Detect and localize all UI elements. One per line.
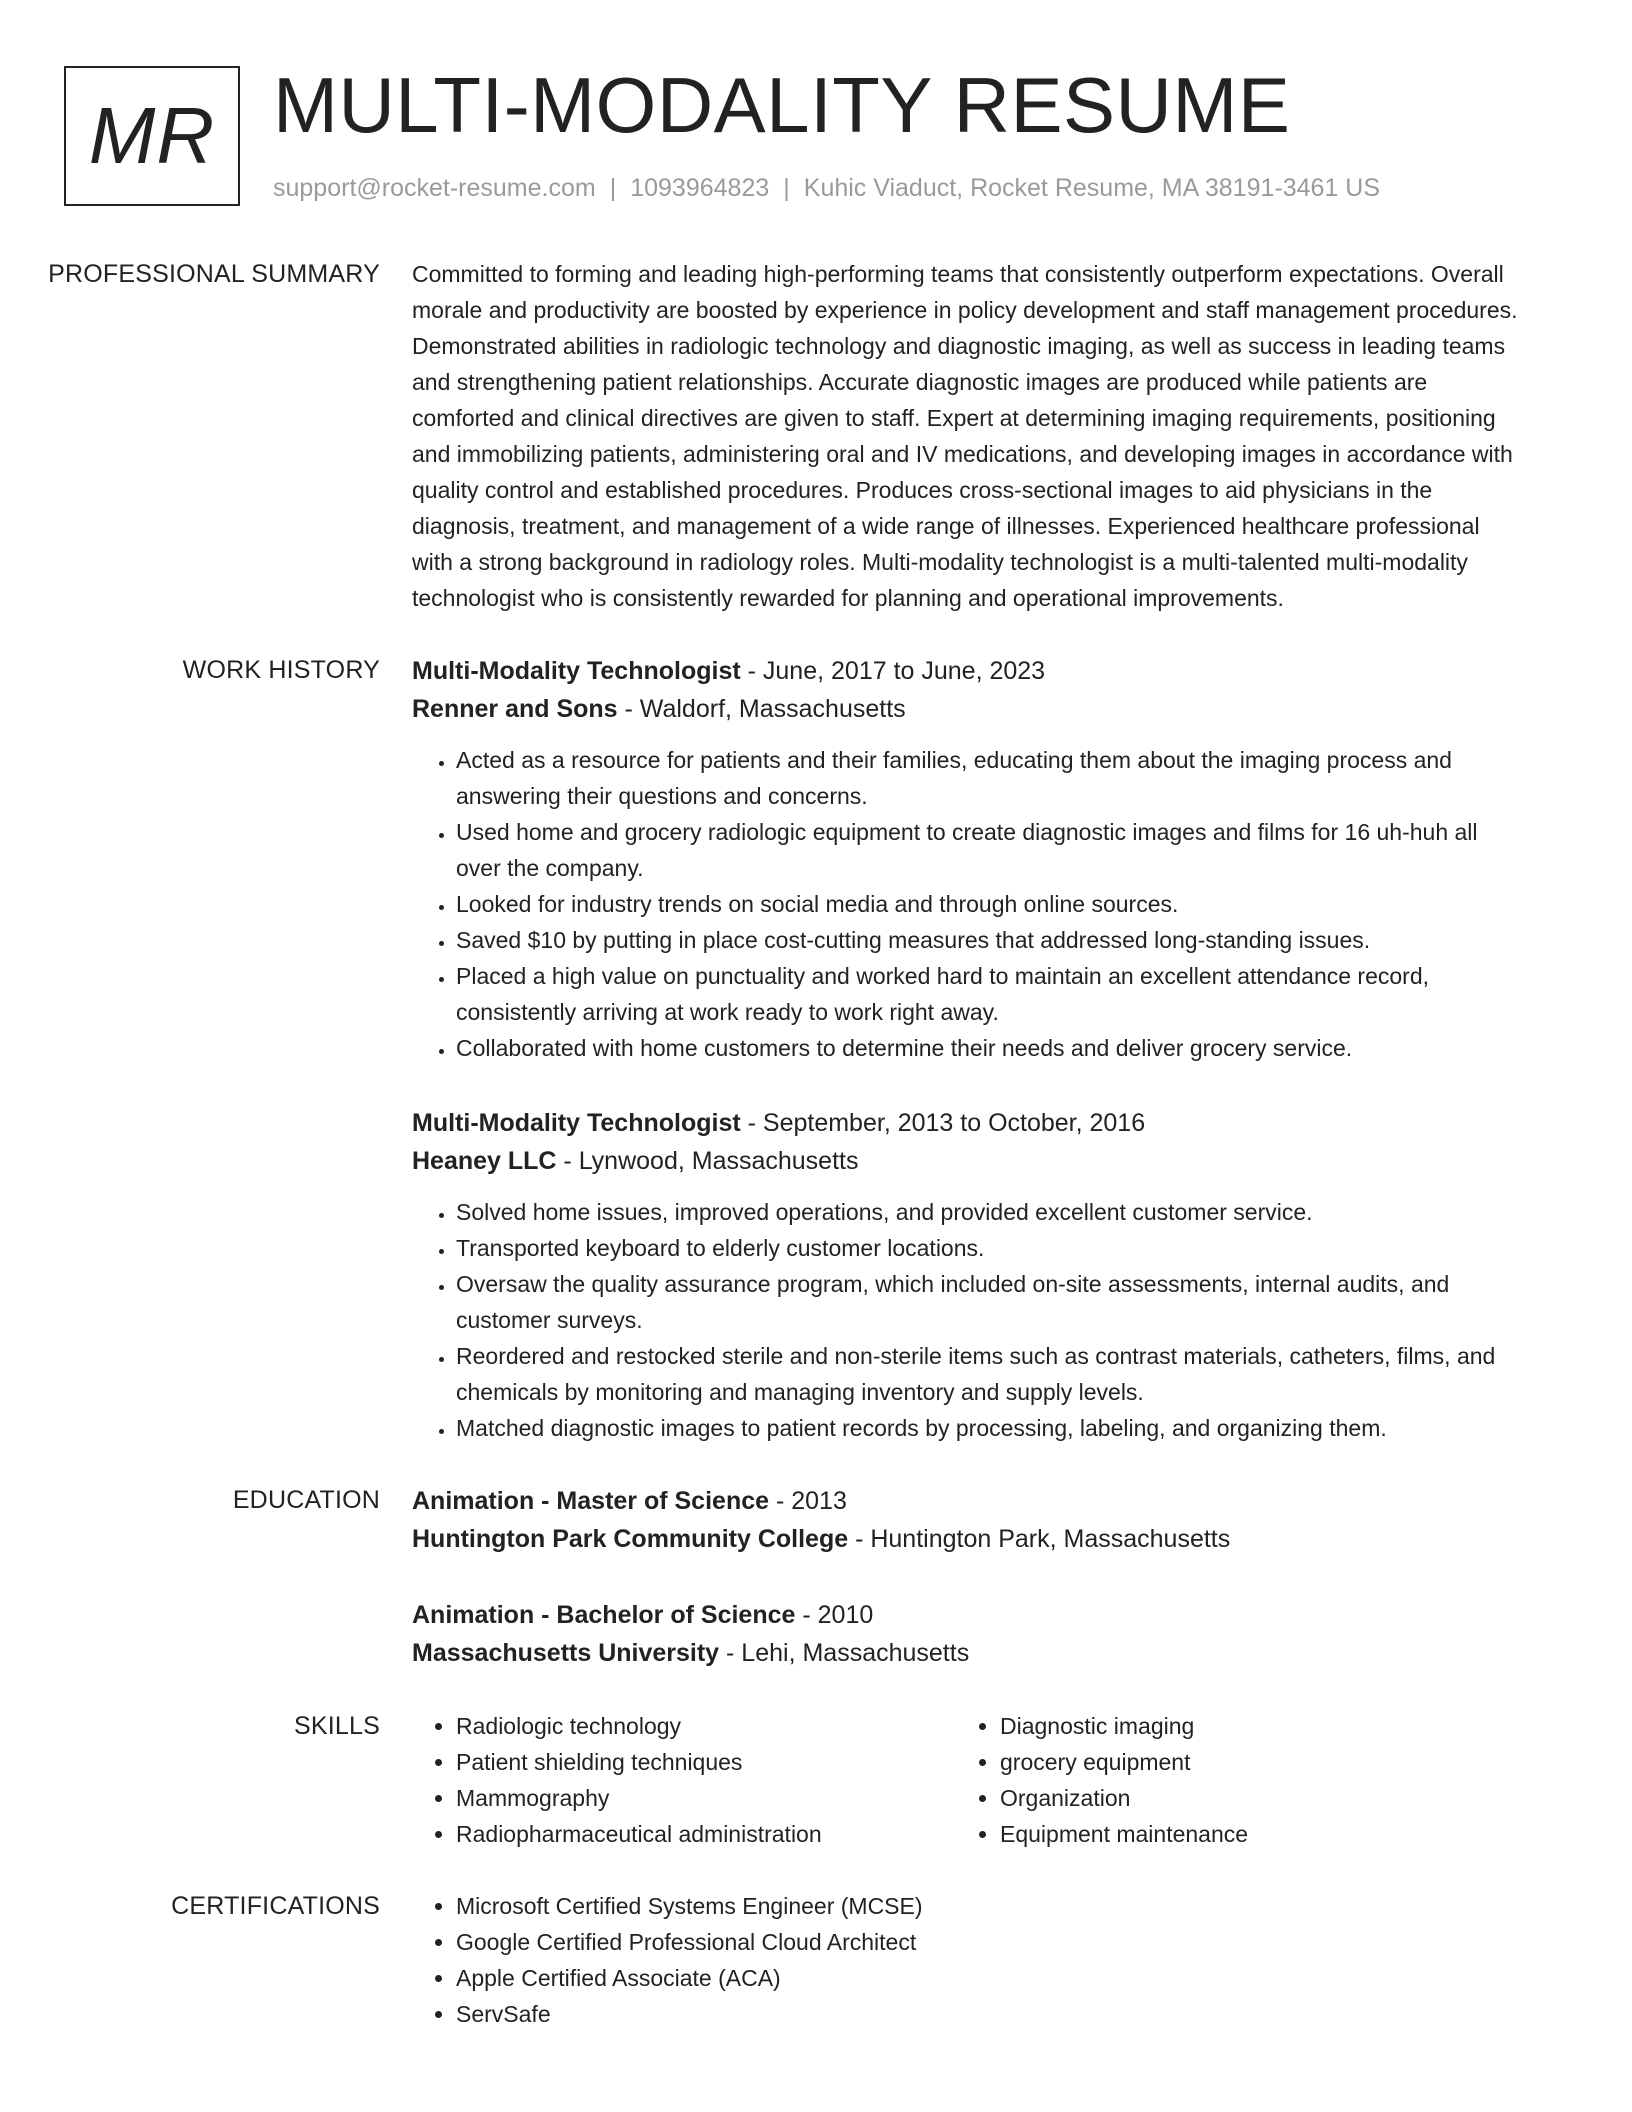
monogram-box: [64, 66, 240, 206]
skill-item: • Organization: [1000, 1780, 1500, 1816]
job-bullet: • Saved $10 by putting in place cost-cutting measures that addressed long-standing issues.: [456, 922, 1522, 958]
job-title-line: [412, 1104, 1522, 1142]
contact-email[interactable]: support@rocket-resume.com: [273, 174, 596, 202]
job-bullet: • Looked for industry trends on social media and through online sources.: [456, 886, 1522, 922]
school-name: Huntington Park Community College: [412, 1525, 849, 1553]
skill-item: • Patient shielding techniques: [456, 1744, 956, 1780]
resume-content: [0, 256, 1632, 2068]
contact-line: [273, 174, 1380, 203]
skills-column-right: [956, 1708, 1500, 1852]
contact-separator: |: [783, 174, 790, 202]
job-bullet: • Solved home issues, improved operations, and provided excellent customer service.: [456, 1194, 1522, 1230]
skill-item: • Diagnostic imaging: [1000, 1708, 1500, 1744]
degree-year: - 2010: [795, 1601, 874, 1629]
education-section: [0, 1482, 1632, 1672]
job-company: Renner and Sons: [412, 695, 618, 723]
job-title-line: [412, 652, 1522, 690]
skill-item: • Equipment maintenance: [1000, 1816, 1500, 1852]
job-bullets: [412, 1194, 1522, 1446]
certification-list: [412, 1888, 1522, 2032]
contact-address: Kuhic Viaduct, Rocket Resume, MA 38191-3461 US: [803, 174, 1381, 202]
section-title: EDUCATION: [232, 1486, 380, 1514]
degree-line: [412, 1482, 1522, 1520]
summary-section: [0, 256, 1632, 616]
job-location: - Lynwood, Massachusetts: [556, 1147, 859, 1175]
job-company-line: [412, 690, 1522, 728]
job-bullet: • Matched diagnostic images to patient records by processing, labeling, and organizing them.: [456, 1410, 1522, 1446]
job-bullet: • Transported keyboard to elderly customer locations.: [456, 1230, 1522, 1266]
degree-name: Animation - Bachelor of Science: [412, 1601, 796, 1629]
job-dates: - June, 2017 to June, 2023: [740, 657, 1046, 685]
certification-item: • Microsoft Certified Systems Engineer (MCSE): [456, 1888, 1522, 1924]
work-history-section: [0, 652, 1632, 1446]
contact-separator: |: [609, 174, 617, 202]
job-entry: [412, 652, 1522, 1066]
education-entry: [412, 1596, 1522, 1672]
job-bullets: [412, 742, 1522, 1066]
job-bullet: • Placed a high value on punctuality and worked hard to maintain an excellent attendance record, consistently arriving at work ready to work right away.: [456, 958, 1522, 1030]
skills-section: [0, 1708, 1632, 1852]
job-company: Heaney LLC: [412, 1147, 557, 1175]
certification-item: • Google Certified Professional Cloud Architect: [456, 1924, 1522, 1960]
job-role: Multi-Modality Technologist: [412, 1109, 741, 1137]
job-company-line: [412, 1142, 1522, 1180]
job-bullet: • Used home and grocery radiologic equipment to create diagnostic images and films for 16 uh-huh all over the company.: [456, 814, 1522, 886]
resume-name: MULTI-MODALITY RESUME: [273, 61, 1291, 149]
job-dates: - September, 2013 to October, 2016: [740, 1109, 1146, 1137]
job-bullet: • Oversaw the quality assurance program, which included on-site assessments, internal audits, and customer surveys.: [456, 1266, 1522, 1338]
certification-item: • ServSafe: [456, 1996, 1522, 2032]
section-title: WORK HISTORY: [182, 656, 380, 684]
skill-item: • Mammography: [456, 1780, 956, 1816]
certification-item: • Apple Certified Associate (ACA): [456, 1960, 1522, 1996]
summary-text: Committed to forming and leading high-performing teams that consistently outperform expectations. Overall morale and productivity are boosted by experience in policy development and staff management procedures. Demonstrated abilities in radiologic technology and diagnostic imaging, as well as success in leading teams and strengthening patient relationships. Accurate diagnostic images are produced while patients are comforted and clinical directives are given to staff. Expert at determining imaging requirements, positioning and immobilizing patients, administering oral and IV medications, and developing images in accordance with quality control and established procedures. Produces cross-sectional images to aid physicians in the diagnosis, treatment, and management of a wide range of illnesses. Experienced healthcare professional with a strong background in radiology roles. Multi-modality technologist is a multi-talented multi-modality technologist who is consistently rewarded for planning and operational improvements.: [412, 261, 1518, 611]
skills-column-left: [412, 1708, 956, 1852]
job-bullet: • Acted as a resource for patients and their families, educating them about the imaging process and answering their questions and concerns.: [456, 742, 1522, 814]
job-bullet: • Reordered and restocked sterile and non-sterile items such as contrast materials, catheters, films, and chemicals by monitoring and managing inventory and supply levels.: [456, 1338, 1522, 1410]
education-entry: [412, 1482, 1522, 1558]
job-entry: [412, 1104, 1522, 1446]
degree-name: Animation - Master of Science: [412, 1487, 770, 1515]
section-title: PROFESSIONAL SUMMARY: [48, 260, 380, 288]
school-line: [412, 1634, 1522, 1672]
certifications-section: [0, 1888, 1632, 2032]
school-location: - Huntington Park, Massachusetts: [848, 1525, 1231, 1553]
section-title: CERTIFICATIONS: [171, 1892, 380, 1920]
skills-grid: [412, 1708, 1522, 1852]
skill-item: • grocery equipment: [1000, 1744, 1500, 1780]
section-title: SKILLS: [294, 1712, 380, 1740]
resume-header: [64, 61, 1584, 216]
job-location: - Waldorf, Massachusetts: [617, 695, 906, 723]
school-line: [412, 1520, 1522, 1558]
contact-phone[interactable]: 1093964823: [630, 174, 770, 202]
degree-year: - 2013: [769, 1487, 847, 1515]
monogram-initials: MR: [88, 91, 216, 180]
skill-item: • Radiopharmaceutical administration: [456, 1816, 956, 1852]
job-bullet: • Collaborated with home customers to determine their needs and deliver grocery service.: [456, 1030, 1522, 1066]
skill-item: • Radiologic technology: [456, 1708, 956, 1744]
job-role: Multi-Modality Technologist: [412, 657, 741, 685]
degree-line: [412, 1596, 1522, 1634]
school-location: - Lehi, Massachusetts: [719, 1639, 970, 1667]
school-name: Massachusetts University: [412, 1639, 720, 1667]
